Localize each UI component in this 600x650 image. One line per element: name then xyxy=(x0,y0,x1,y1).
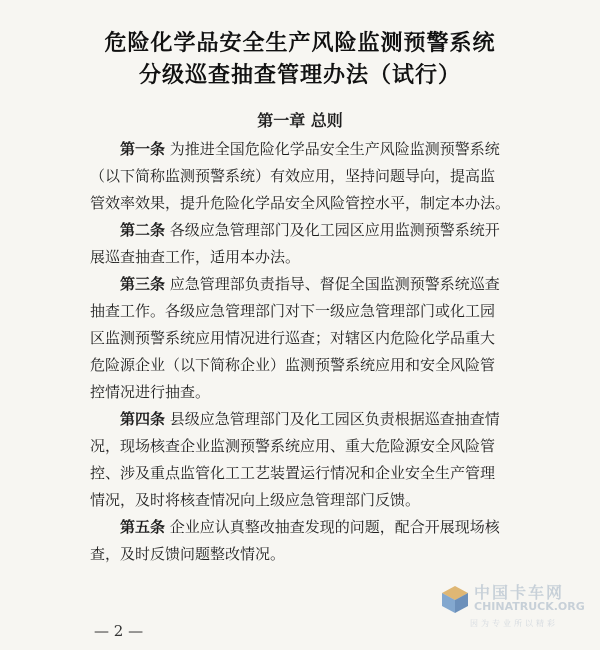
article-line xyxy=(90,271,530,298)
article-head: 第三条 xyxy=(120,275,166,293)
article-3 xyxy=(90,271,530,406)
watermark-tagline: 因为专业所以精彩 xyxy=(470,619,558,628)
article-text: 为推进全国危险化学品安全生产风险监测预警系统 xyxy=(165,140,500,158)
article-line xyxy=(90,217,530,244)
watermark-brand-en: CHINATRUCK.ORG xyxy=(474,600,585,613)
article-head: 第二条 xyxy=(120,221,166,239)
article-text: 县级应急管理部门及化工园区负责根据巡查抽查情 xyxy=(165,410,500,428)
article-line xyxy=(90,514,530,541)
article-4 xyxy=(90,406,530,514)
article-line: 查，及时反馈问题整改情况。 xyxy=(90,545,286,563)
article-line: 控情况进行抽查。 xyxy=(90,383,211,401)
article-line xyxy=(90,136,530,163)
document-title-line1: 危险化学品安全生产风险监测预警系统 xyxy=(104,30,496,56)
article-2 xyxy=(90,217,530,271)
article-line xyxy=(90,406,530,433)
article-head: 第一条 xyxy=(120,140,166,158)
article-5 xyxy=(90,514,530,568)
article-text: 企业应认真整改抽查发现的问题，配合开展现场核 xyxy=(165,518,500,536)
article-line: 控、涉及重点监管化工工艺装置运行情况和企业安全生产管理 xyxy=(90,464,496,482)
article-line: 抽查工作。各级应急管理部门对下一级应急管理部门或化工园 xyxy=(90,302,496,320)
document-title-line2: 分级巡查抽查管理办法（试行） xyxy=(138,62,461,88)
page-number: — 2 — xyxy=(94,622,144,640)
article-head: 第五条 xyxy=(120,518,166,536)
article-line: 展巡查抽查工作，适用本办法。 xyxy=(90,248,301,266)
article-text: 各级应急管理部门及化工园区应用监测预警系统开 xyxy=(165,221,500,239)
watermark xyxy=(440,576,590,632)
watermark-brand-cn: 中国卡车网 xyxy=(474,583,565,602)
article-1 xyxy=(90,136,530,217)
article-line: 况，现场核查企业监测预警系统应用、重大危险源安全风险管 xyxy=(90,437,496,455)
article-line: 危险源企业（以下简称企业）监测预警系统应用和安全风险管 xyxy=(90,356,496,374)
chapter-heading: 第一章 总则 xyxy=(257,111,343,130)
article-line: （以下简称监测预警系统）有效应用，坚持问题导向，提高监 xyxy=(90,167,496,185)
article-line: 区监测预警系统应用情况进行巡查；对辖区内危险化学品重大 xyxy=(90,329,496,347)
article-line: 情况，及时将核查情况向上级应急管理部门反馈。 xyxy=(90,491,421,509)
article-head: 第四条 xyxy=(120,410,166,428)
article-line: 管效率效果，提升危险化学品安全风险管控水平，制定本办法。 xyxy=(90,194,511,212)
cube-logo-icon xyxy=(440,584,470,614)
article-text: 应急管理部负责指导、督促全国监测预警系统巡查 xyxy=(165,275,500,293)
